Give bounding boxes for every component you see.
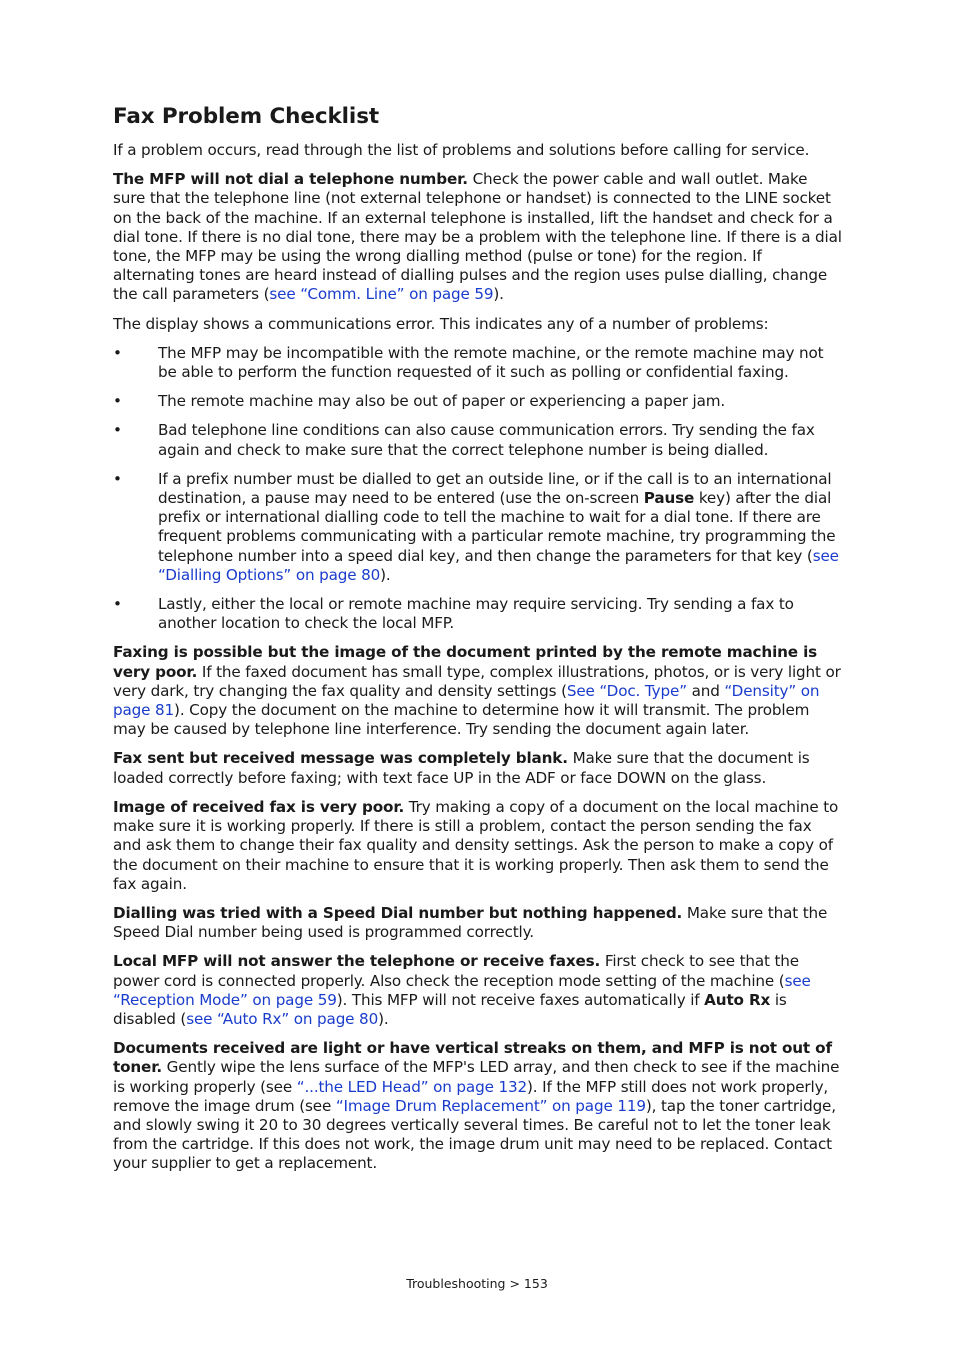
comm-line-link[interactable]: see “Comm. Line” on page 59 <box>269 285 494 304</box>
list-item: • The remote machine may also be out of paper or experiencing a paper jam. <box>113 392 726 411</box>
paragraph-poor-received: Image of received fax is very poor. Try making a copy of a document on the local machine to make sure it is working properly. If there is still a problem, contact the person sending the fax and ask them to change their fax quality and density settings. Ask the person to make a copy of the document on their machine to ensure that it is working properly. Then ask them to send the fax again. <box>113 797 839 893</box>
list-item: • Bad telephone line conditions can also cause communication errors. Try sending the fax again and check to make sure that the correct telephone number is being dialled. <box>113 421 815 459</box>
paragraph-no-answer: Local MFP will not answer the telephone or receive faxes. First check to see that the power cord is connected properly. Also check the reception mode setting of the machine (see “Reception Mode” on page 59). This MFP will not receive faxes automatically if Auto Rx is disabled (see “Auto Rx” on page 80). <box>113 952 811 1028</box>
led-head-link[interactable]: “...the LED Head” on page 132 <box>296 1077 527 1096</box>
no-dial-text: Check the power cable and wall outlet. Make sure that the telephone line (not external telephone or handset) is connected to the LINE socket on the back of the machine. If an external telephone is installed, lift the handset and check for a dial tone. If there is no dial tone, there may be a problem with the telephone line. If there is a dial tone, the MFP may be using the wrong dialling method (pulse or tone) for the region. If alternating tones are heard instead of dialling pulses and the region uses pulse dialling, change the call parameters ( <box>113 170 842 304</box>
dialling-options-link[interactable]: see “Dialling Options” on page 80 <box>158 546 839 584</box>
page-footer: Troubleshooting > 153 <box>406 1276 548 1291</box>
auto-rx-link[interactable]: see “Auto Rx” on page 80 <box>186 1009 379 1028</box>
doc-type-link[interactable]: See “Doc. Type” <box>566 681 687 700</box>
intro-paragraph: If a problem occurs, read through the list of problems and solutions before calling for service. <box>113 141 810 159</box>
list-item: • If a prefix number must be dialled to get an outside line, or if the call is to an international destination, a pause may need to be entered (use the on-screen Pause key) after the dial prefix or international dialling code to tell the machine to wait for a dial tone. If there are frequent problems communicating with a particular remote machine, try programming the telephone number into a speed dial key, and then change the parameters for that key (see “Dialling Options” on page 80). <box>113 469 839 584</box>
paragraph-no-dial: The MFP will not dial a telephone number. Check the power cable and wall outlet. Make sure that the telephone line (not external telephone or handset) is connected to the LINE socket on the back of the machine. If an external telephone is installed, lift the handset and check for a dial tone. If there is no dial tone, there may be a problem with the telephone line. If there is a dial tone, the MFP may be using the wrong dialling method (pulse or tone) for the region. If alternating tones are heard instead of dialling pulses and the region uses pulse dialling, change the call parameters (see “Comm. Line” on page 59). <box>113 170 842 304</box>
bullet: • <box>113 595 122 614</box>
paragraph-blank-message: Fax sent but received message was completely blank. Make sure that the document is loaded correctly before faxing; with text face UP in the ADF or face DOWN on the glass. <box>113 749 810 787</box>
paragraph-speed-dial: Dialling was tried with a Speed Dial number but nothing happened. Make sure that the Speed Dial number being used is programmed correctly. <box>113 903 828 942</box>
list-item: • Lastly, either the local or remote machine may require servicing. Try sending a fax to another location to check the local MFP. <box>113 595 794 633</box>
reception-mode-link[interactable]: see “Reception Mode” on page 59 <box>113 971 811 1009</box>
no-dial-heading: The MFP will not dial a telephone number. <box>113 170 468 189</box>
list-item: • The MFP may be incompatible with the remote machine, or the remote machine may not be able to perform the function requested of it such as polling or confidential faxing. <box>113 343 824 382</box>
image-drum-link[interactable]: “Image Drum Replacement” on page 119 <box>335 1096 646 1115</box>
paragraph-light-streaks: Documents received are light or have vertical streaks on them, and MFP is not out of toner. Gently wipe the lens surface of the MFP's LED array, and then check to see if the machine is working properly (see “...the LED Head” on page 132). If the MFP still does not work properly, remove the image drum (see “Image Drum Replacement” on page 119), tap the toner cartridge, and slowly swing it 20 to 30 degrees vertically several times. Be careful not to let the toner leak from the cartridge. If this does not work, the image drum unit may need to be replaced. Contact your supplier to get a replacement. <box>113 1039 840 1173</box>
density-link[interactable]: “Density” on page 81 <box>113 681 820 720</box>
bullet: • <box>113 469 122 488</box>
page-title: Fax Problem Checklist <box>113 104 380 129</box>
problem-list <box>113 344 843 634</box>
paragraph-poor-image-remote: Faxing is possible but the image of the document printed by the remote machine is very poor. If the faxed document has small type, complex illustrations, photos, or is very light or very dark, try changing the fax quality and density settings (See “Doc. Type” and “Density” on page 81). Copy the document on the machine to determine how it will transmit. The problem may be caused by telephone line interference. Try sending the document again later. <box>113 643 841 739</box>
bullet: • <box>113 421 122 440</box>
bullet: • <box>113 343 122 362</box>
bullet: • <box>113 392 122 411</box>
page-content <box>113 104 843 1184</box>
comm-error-paragraph: The display shows a communications error. This indicates any of a number of problems: <box>113 314 769 333</box>
